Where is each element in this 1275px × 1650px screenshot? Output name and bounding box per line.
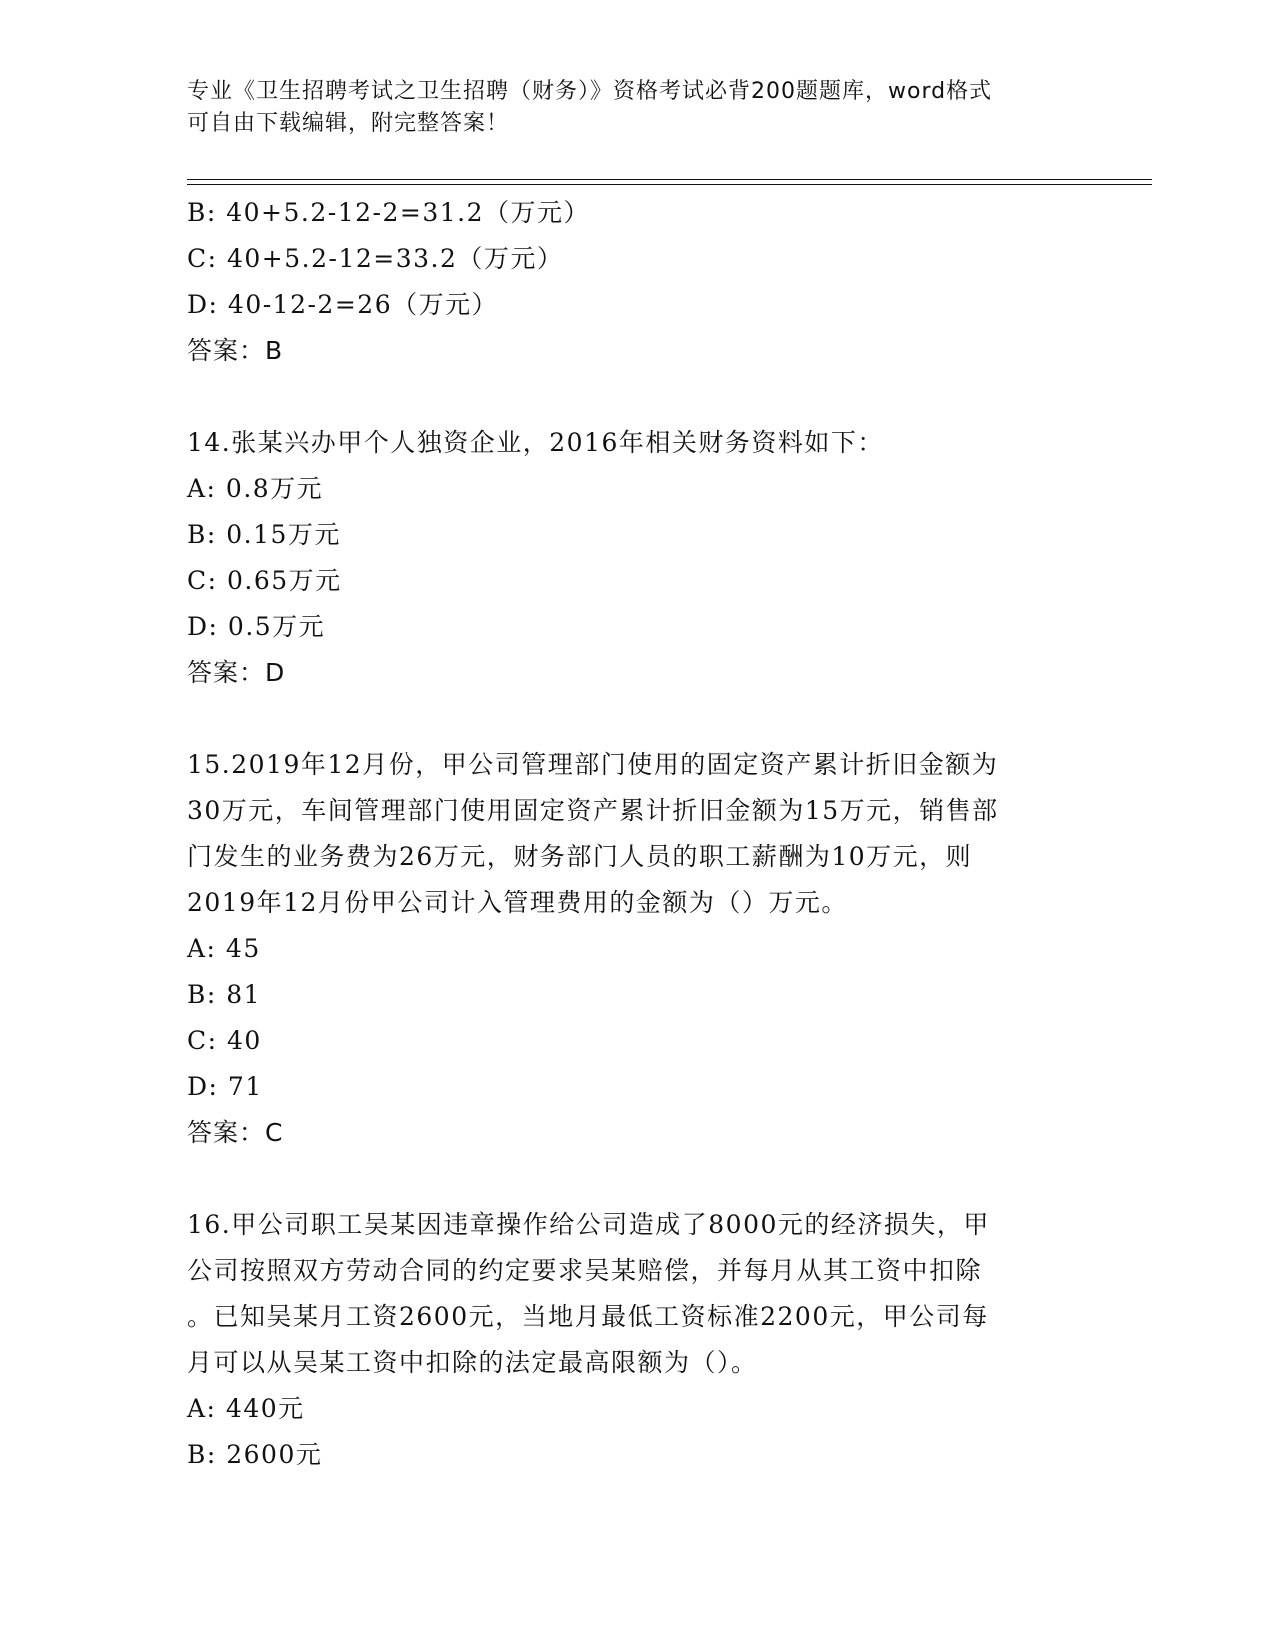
question-14 [187,420,1087,696]
q16-option-b: B: 2600元 [187,1440,323,1469]
q15-stem-line-4: 2019年12月份甲公司计入管理费用的金额为（）万元。 [187,888,848,917]
q14-option-a: A: 0.8万元 [187,474,324,503]
q15-option-c: C: 40 [187,1026,262,1055]
q15-stem-line-2: 30万元，车间管理部门使用固定资产累计折旧金额为15万元，销售部 [187,796,999,825]
q15-stem-line-3: 门发生的业务费为26万元，财务部门人员的职工薪酬为10万元，则 [187,842,973,871]
question-list [187,190,1087,1478]
header-rule-bottom [187,184,1152,185]
q13-answer: 答案：B [187,336,284,365]
q13-option-b: B: 40+5.2-12-2=31.2（万元） [187,198,590,227]
q16-stem-line-4: 月可以从吴某工资中扣除的法定最高限额为（）。 [187,1348,758,1377]
header-line-1: 专业《卫生招聘考试之卫生招聘（财务）》资格考试必背200题题库，word格式 [187,79,993,104]
header-line-2: 可自由下载编辑，附完整答案！ [187,111,510,136]
document-header [187,76,1067,140]
q16-option-a: A: 440元 [187,1394,305,1423]
q16-stem-line-1: 16.甲公司职工吴某因违章操作给公司造成了8000元的经济损失，甲 [187,1210,990,1239]
q15-stem-line-1: 15.2019年12月份，甲公司管理部门使用的固定资产累计折旧金额为 [187,750,999,779]
q15-answer: 答案：C [187,1118,284,1147]
q14-option-c: C: 0.65万元 [187,566,342,595]
question-13 [187,190,1087,374]
q15-option-b: B: 81 [187,980,262,1009]
q14-stem: 14.张某兴办甲个人独资企业，2016年相关财务资料如下： [187,428,884,457]
q16-stem-line-2: 公司按照双方劳动合同的约定要求吴某赔偿，并每月从其工资中扣除 [187,1256,983,1285]
q15-option-a: A: 45 [187,934,261,963]
spacer [187,374,1087,420]
q14-answer: 答案：D [187,658,286,687]
q14-option-d: D: 0.5万元 [187,612,326,641]
question-15 [187,742,1087,1156]
q13-option-d: D: 40-12-2=26（万元） [187,290,499,319]
header-rule-top [187,179,1152,180]
question-16 [187,1202,1087,1478]
q16-stem-line-3: 。已知吴某月工资2600元，当地月最低工资标准2200元，甲公司每 [187,1302,989,1331]
spacer [187,696,1087,742]
spacer [187,1156,1087,1202]
q13-option-c: C: 40+5.2-12=33.2（万元） [187,244,564,273]
q14-option-b: B: 0.15万元 [187,520,341,549]
q15-option-d: D: 71 [187,1072,263,1101]
